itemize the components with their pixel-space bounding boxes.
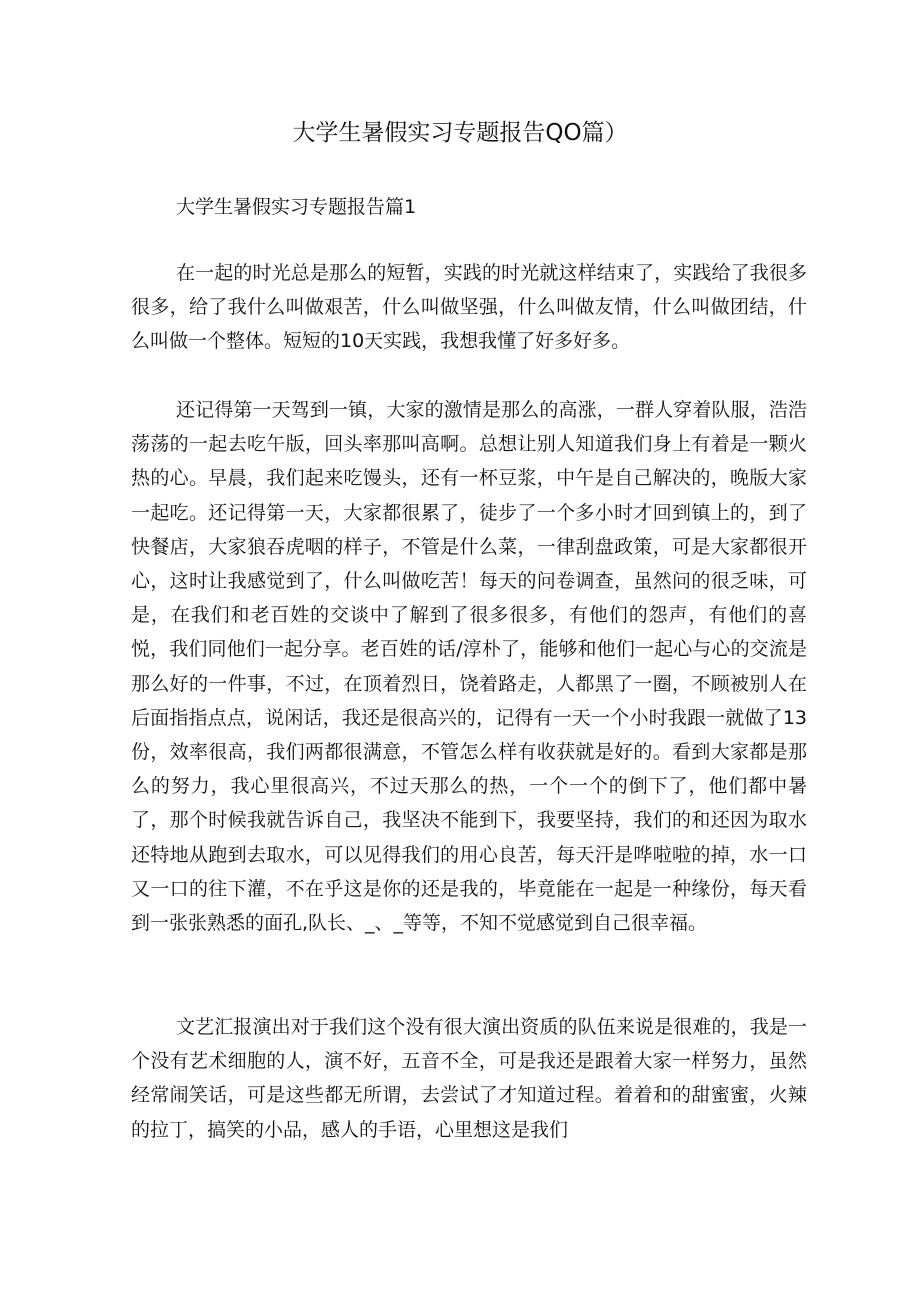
paragraph-3: 文艺汇报演出对于我们这个没有很大演出资质的队伍来说是很难的，我是一个没有艺术细胞的人，演不好，五音不全，可是我还是跟着大家一样努力，虽然经常闹笑话，可是这些都无所谓，去尝试了才知道过程。着着和的甜蜜蜜，火辣的拉丁，搞笑的小品，感人的手语，心里想这是我们 <box>131 1016 807 1141</box>
document-title: 大学生暑假实习专题报告QO篇） <box>292 120 628 146</box>
paragraph-1: 在一起的时光总是那么的短暂，实践的时光就这样结束了，实践给了我很多很多，给了我什么叫做艰苦，什么叫做坚强，什么叫做友情，什么叫做团结，什么叫做一个整体。短短的10天实践，我想我懂了好多好多。 <box>131 262 807 353</box>
section-heading: 大学生暑假实习专题报告篇1 <box>176 196 417 218</box>
paragraph-2: 还记得第一天驾到一镇，大家的激情是那么的高涨，一群人穿着队服，浩浩荡荡的一起去吃午版，回头率那叫高啊。总想让别人知道我们身上有着是一颗火热的心。早晨，我们起来吃馒头，还有一杯豆浆，中午是自己解决的，晚版大家一起吃。还记得第一天，大家都很累了，徒步了一个多小时才回到镇上的，到了快餐店，大家狼吞虎咽的样子，不管是什么菜，一律刮盘政策，可是大家都很开心，这时让我感觉到了，什么叫做吃苦！每天的问卷调查，虽然问的很乏味，可是，在我们和老百姓的交谈中了解到了很多很多，有他们的怨声，有他们的喜悦，我们同他们一起分享。老百姓的话/淳朴了，能够和他们一起心与心的交流是那么好的一件事，不过，在顶着烈日，饶着路走，人都黑了一圈，不顾被别人在后面指指点点，说闲话，我还是很高兴的，记得有一天一个小时我跟一就做了13份，效率很高，我们两都很满意，不管怎么样有收获就是好的。看到大家都是那么的努力，我心里很高兴，不过天那么的热，一个一个的倒下了，他们都中暑了，那个时候我就告诉自己，我坚决不能到下，我要坚持，我们的和还因为取水还特地从跑到去取水，可以见得我们的用心良苦，每天汗是哗啦啦的掉，水一口又一口的往下灌，不在乎这是你的还是我的，毕竟能在一起是一种缘份，每天看到一张张熟悉的面孔,队长、_、_等等，不知不觉感觉到自己很幸福。 <box>131 399 807 935</box>
